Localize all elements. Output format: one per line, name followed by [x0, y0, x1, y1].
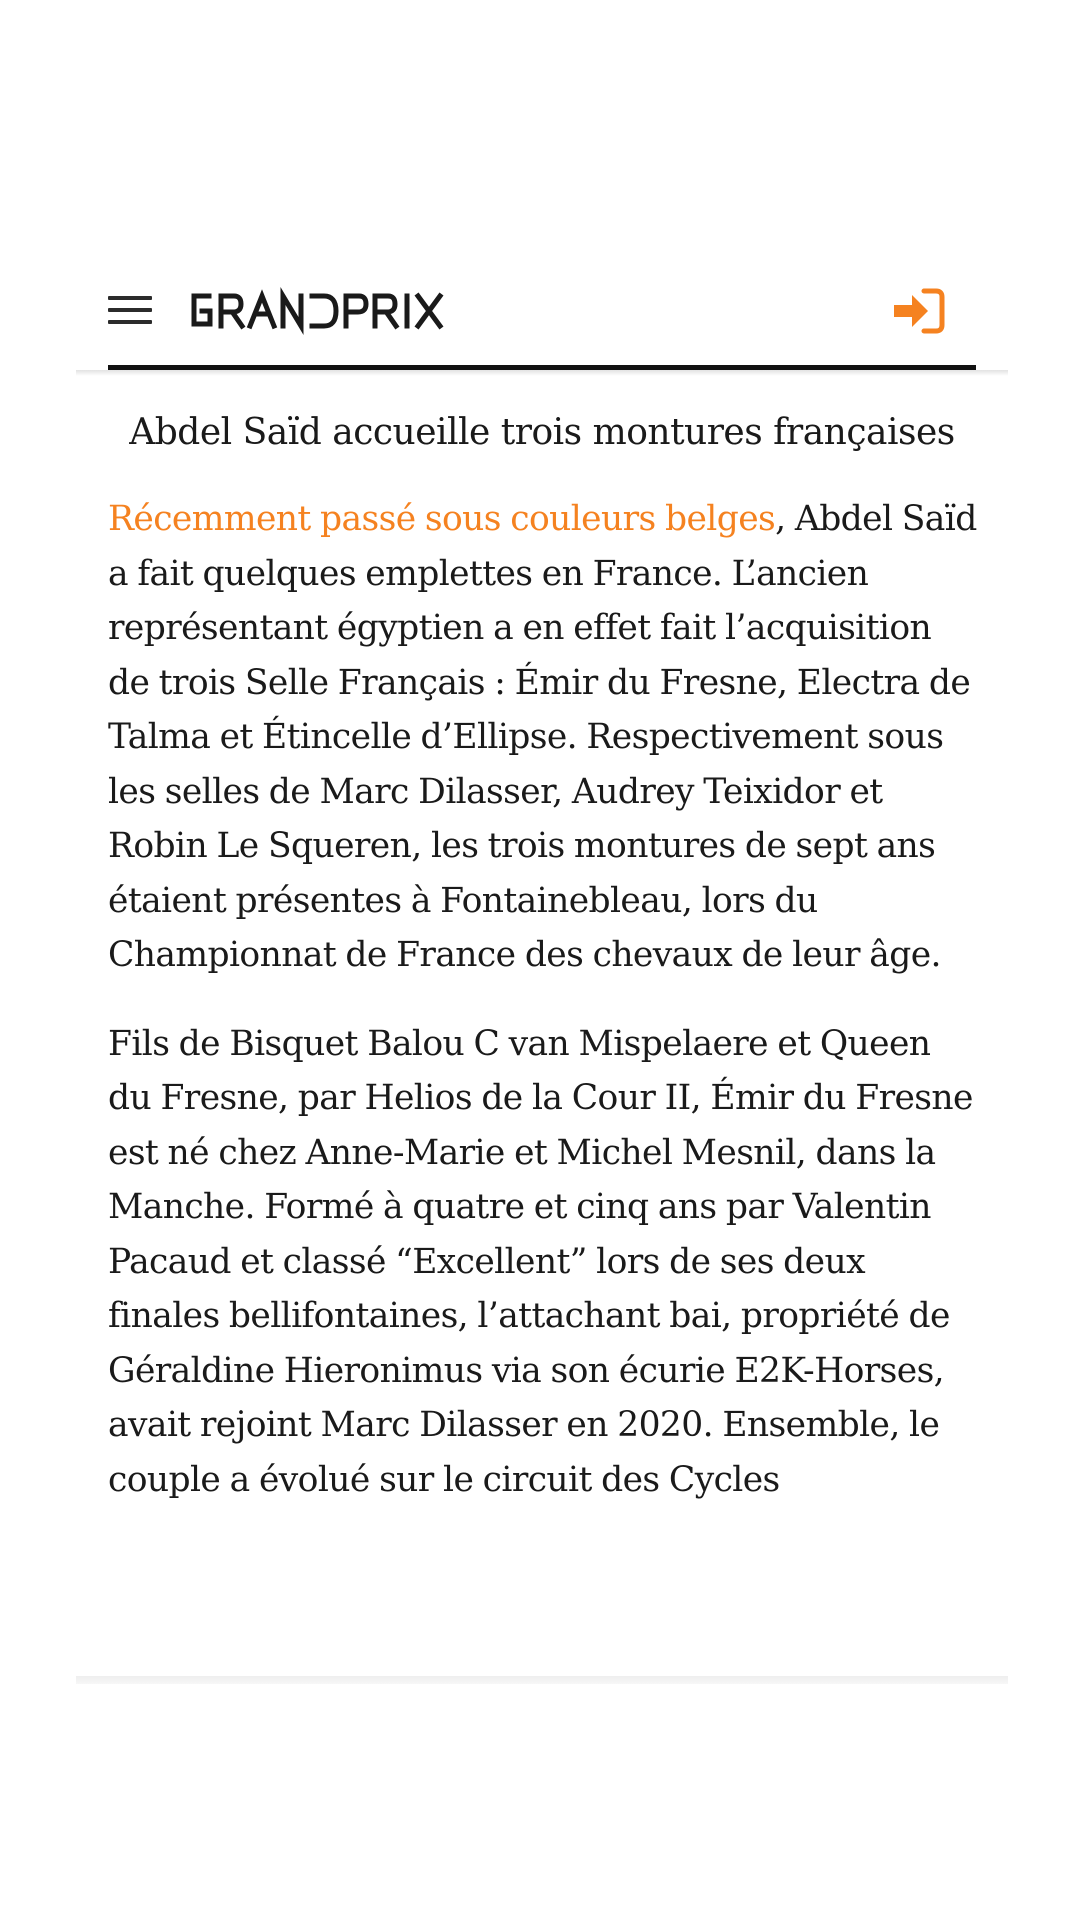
- header-shadow: [76, 370, 1008, 376]
- article-paragraph: [108, 492, 978, 983]
- card-bottom-edge: [76, 1676, 1008, 1684]
- article-card: [76, 262, 1008, 1680]
- grandprix-logo[interactable]: [188, 284, 452, 336]
- site-header: [76, 262, 1008, 372]
- article-title: Abdel Saïd accueille trois montures françaises: [129, 412, 955, 453]
- hamburger-menu-icon[interactable]: [108, 294, 154, 328]
- sign-in-icon[interactable]: [892, 286, 946, 336]
- article-body: [108, 492, 978, 1541]
- paragraph-text: , Abdel Saïd a fait quelques emplettes en France. L’ancien représentant égyptien a en effet fait l’acquisition de trois Selle Français : Émir du Fresne, Electra de Talma et Étincelle d’Ellipse. Respectivement sous les selles de Marc Dilasser, Audrey Teixidor et Robin Le Squeren, les trois montures de sept ans étaient présentes à Fontainebleau, lors du Championnat de France des chevaux de leur âge.: [108, 499, 977, 975]
- belgian-colors-link[interactable]: Récemment passé sous couleurs belges: [108, 499, 776, 539]
- paragraph-text: Fils de Bisquet Balou C van Mispelaere et Queen du Fresne, par Helios de la Cour II, Émir du Fresne est né chez Anne-Marie et Michel Mesnil, dans la Manche. Formé à quatre et cinq ans par Valentin Pacaud et classé “Excellent” lors de ses deux finales bellifontaines, l’attachant bai, propriété de Géraldine Hieronimus via son écurie E2K-Horses, avait rejoint Marc Dilasser en 2020. Ensemble, le couple a évolué sur le circuit des Cycles: [108, 1023, 973, 1500]
- article-paragraph: [108, 1017, 978, 1508]
